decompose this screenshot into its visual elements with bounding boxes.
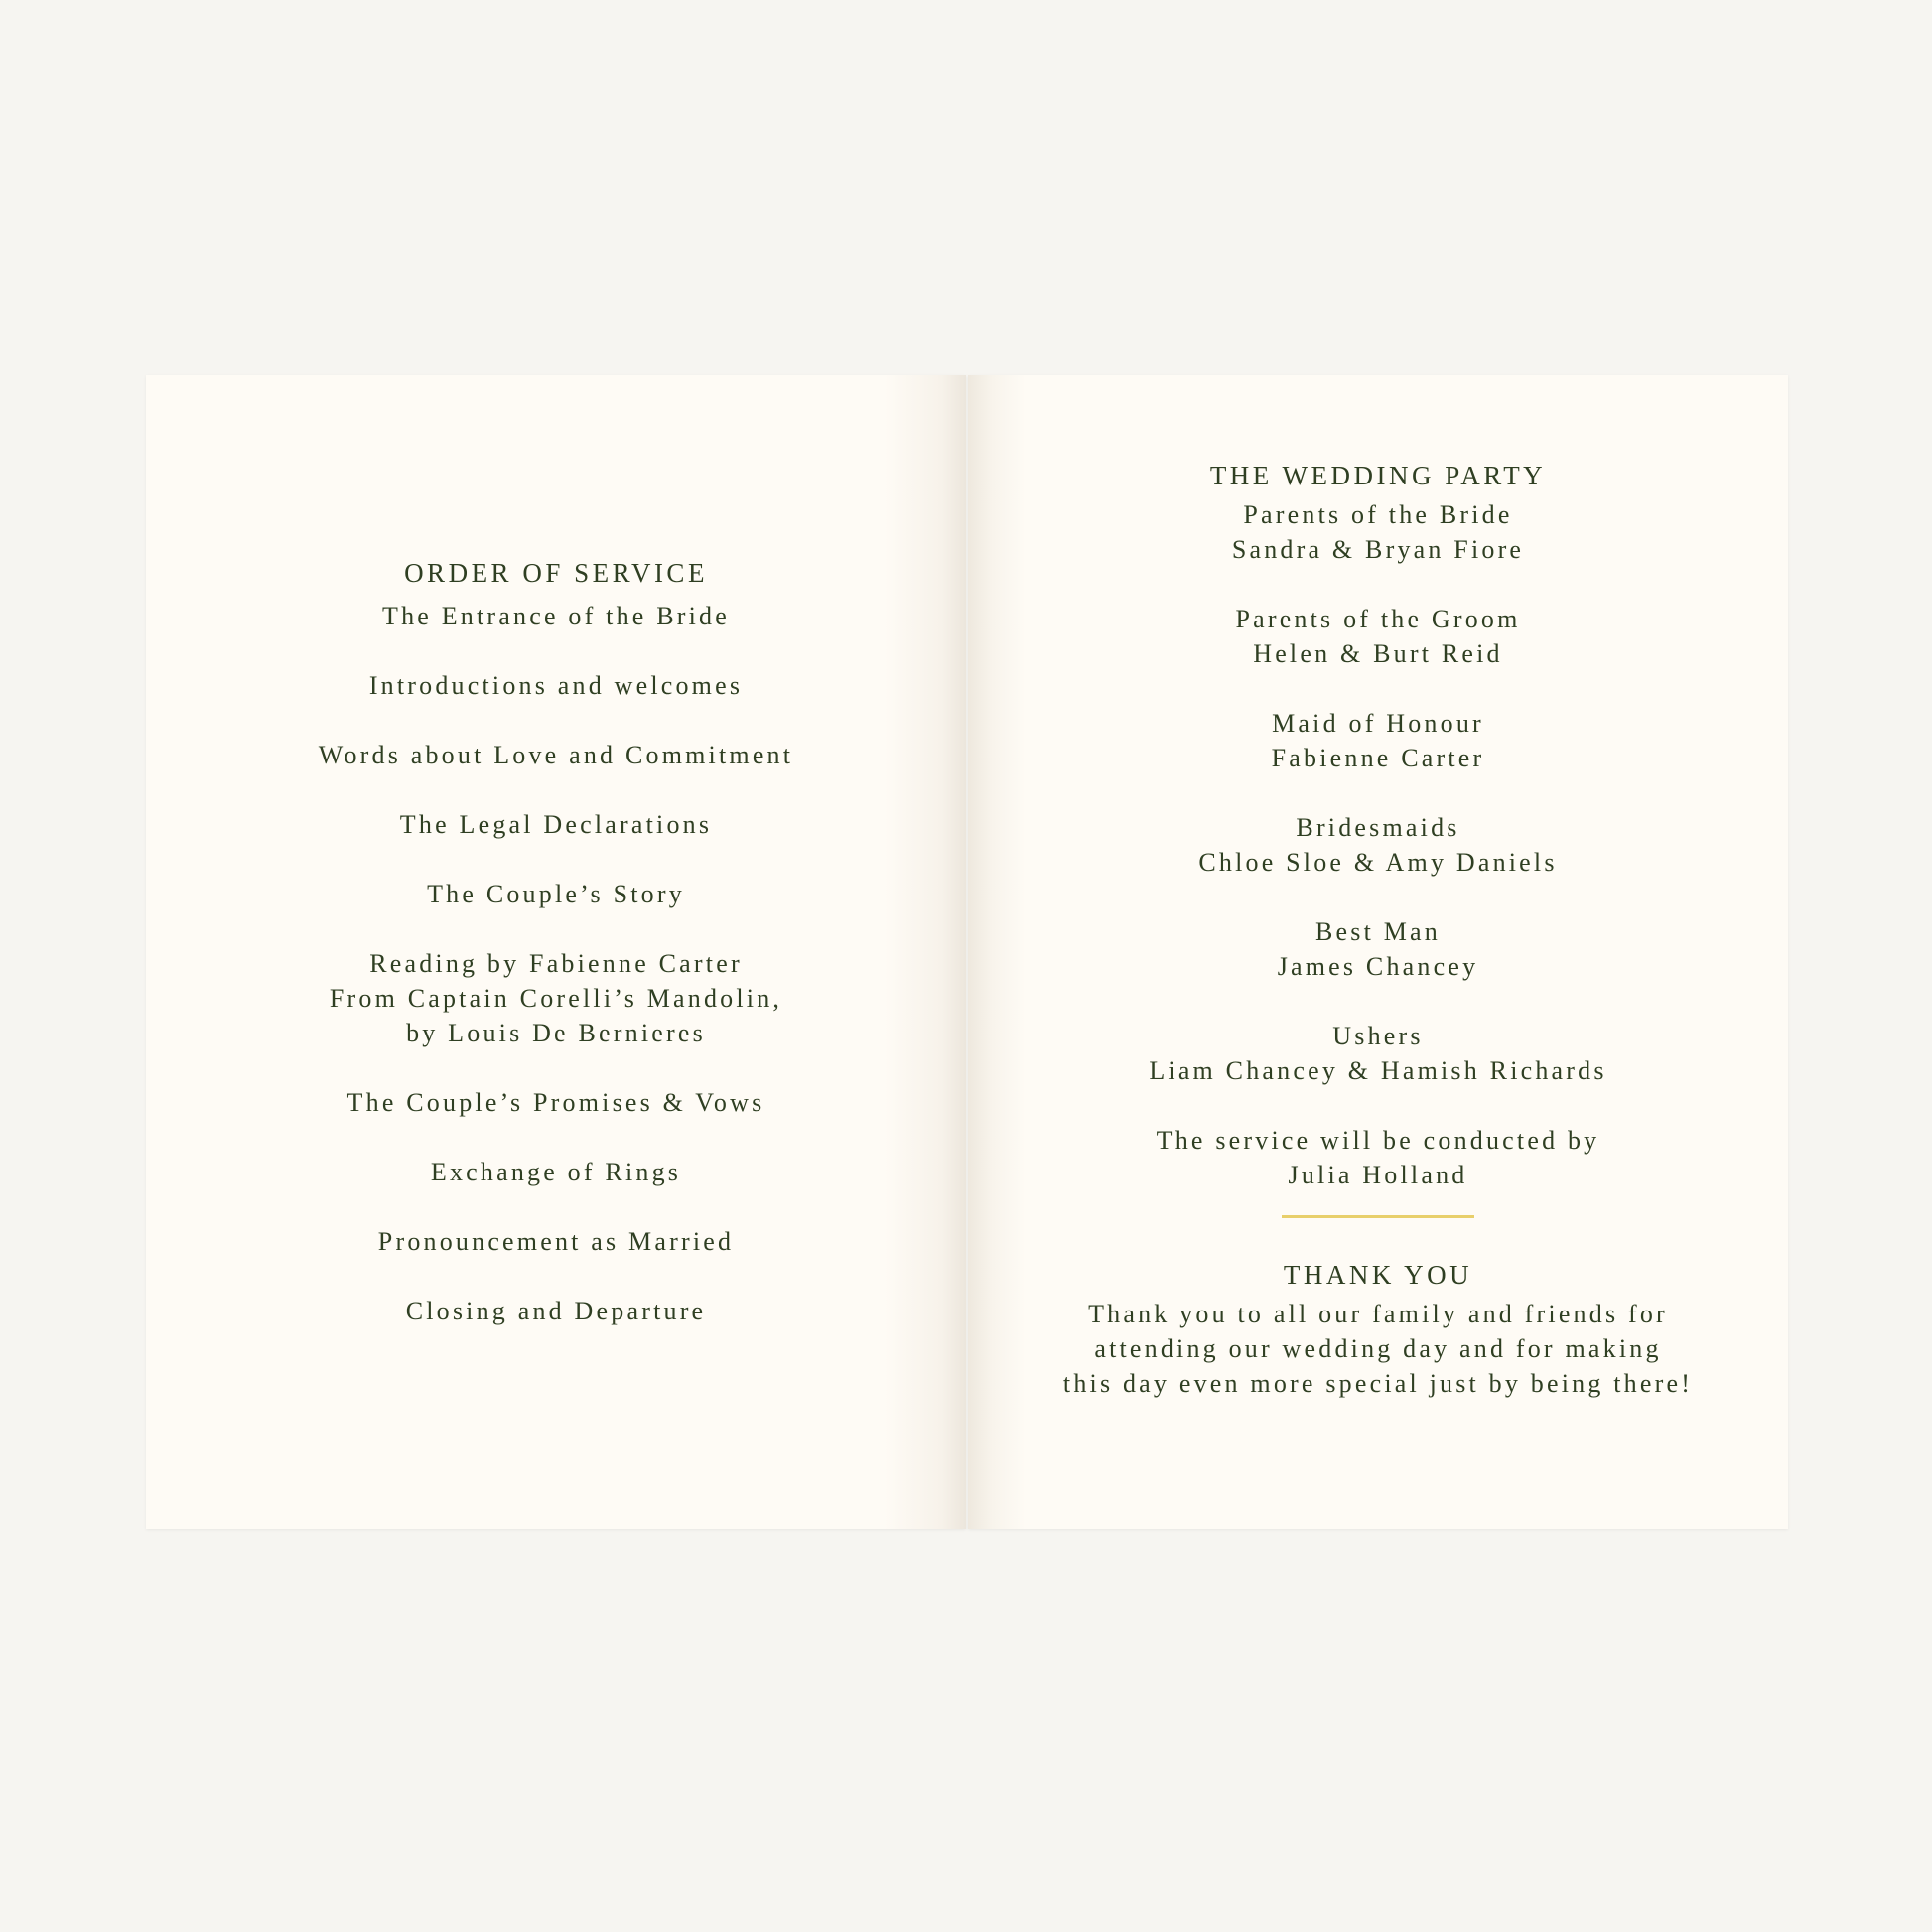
service-item-line: The Couple’s Promises & Vows (346, 1088, 765, 1117)
service-item (146, 1085, 966, 1120)
service-item (146, 599, 966, 633)
service-item-line: Exchange of Rings (430, 1158, 682, 1186)
service-item (146, 807, 966, 842)
service-item (146, 1224, 966, 1259)
service-item (146, 1155, 966, 1189)
party-entry (968, 602, 1788, 671)
party-role: Parents of the Groom (1235, 605, 1521, 633)
thank-you-heading: THANK YOU (1283, 1260, 1473, 1290)
service-item-line: Words about Love and Commitment (318, 741, 794, 769)
wedding-party (968, 459, 1788, 1401)
right-page (968, 375, 1788, 1529)
service-item-reading (146, 946, 966, 1050)
service-item-line: From Captain Corelli’s Mandolin, (329, 984, 783, 1013)
party-entry (968, 914, 1788, 984)
service-item-line: Reading by Fabienne Carter (369, 949, 743, 978)
party-names: Helen & Burt Reid (1253, 639, 1503, 668)
thank-you-line: attending our wedding day and for making (1094, 1334, 1662, 1363)
thank-you-line: this day even more special just by being there! (1062, 1369, 1694, 1398)
party-entry-officiant (968, 1123, 1788, 1192)
service-item-line: Introductions and welcomes (368, 671, 744, 700)
gold-divider (1282, 1215, 1474, 1218)
party-names: Chloe Sloe & Amy Daniels (1198, 848, 1558, 877)
party-role: Parents of the Bride (1243, 500, 1513, 529)
wedding-party-heading: THE WEDDING PARTY (1209, 461, 1547, 490)
party-role: Maid of Honour (1272, 709, 1484, 738)
service-item (146, 668, 966, 703)
order-of-service (146, 556, 966, 1363)
service-item-line: Pronouncement as Married (377, 1227, 735, 1256)
service-item (146, 877, 966, 911)
thank-you-line: Thank you to all our family and friends for (1088, 1300, 1668, 1328)
service-item-line: The Entrance of the Bride (382, 602, 730, 630)
service-item-line: Closing and Departure (405, 1297, 707, 1325)
party-role: The service will be conducted by (1156, 1126, 1600, 1155)
party-names: Liam Chancey & Hamish Richards (1149, 1056, 1607, 1085)
service-item (146, 1294, 966, 1328)
service-item-line: by Louis De Bernieres (406, 1019, 706, 1047)
service-item-line: The Couple’s Story (427, 880, 685, 908)
party-entry (968, 706, 1788, 775)
thank-you-message (968, 1297, 1788, 1401)
party-role: Bridesmaids (1296, 813, 1460, 842)
service-item (146, 738, 966, 772)
party-role: Ushers (1332, 1022, 1424, 1050)
party-names: Sandra & Bryan Fiore (1231, 535, 1525, 564)
party-names: James Chancey (1277, 952, 1479, 981)
order-of-service-heading: ORDER OF SERVICE (404, 558, 708, 588)
left-page (146, 375, 966, 1529)
party-entry (968, 810, 1788, 880)
party-entry (968, 497, 1788, 567)
party-names: Julia Holland (1288, 1161, 1468, 1189)
party-role: Best Man (1315, 917, 1441, 946)
service-item-line: The Legal Declarations (399, 810, 713, 839)
party-names: Fabienne Carter (1271, 744, 1485, 772)
party-entry (968, 1019, 1788, 1088)
